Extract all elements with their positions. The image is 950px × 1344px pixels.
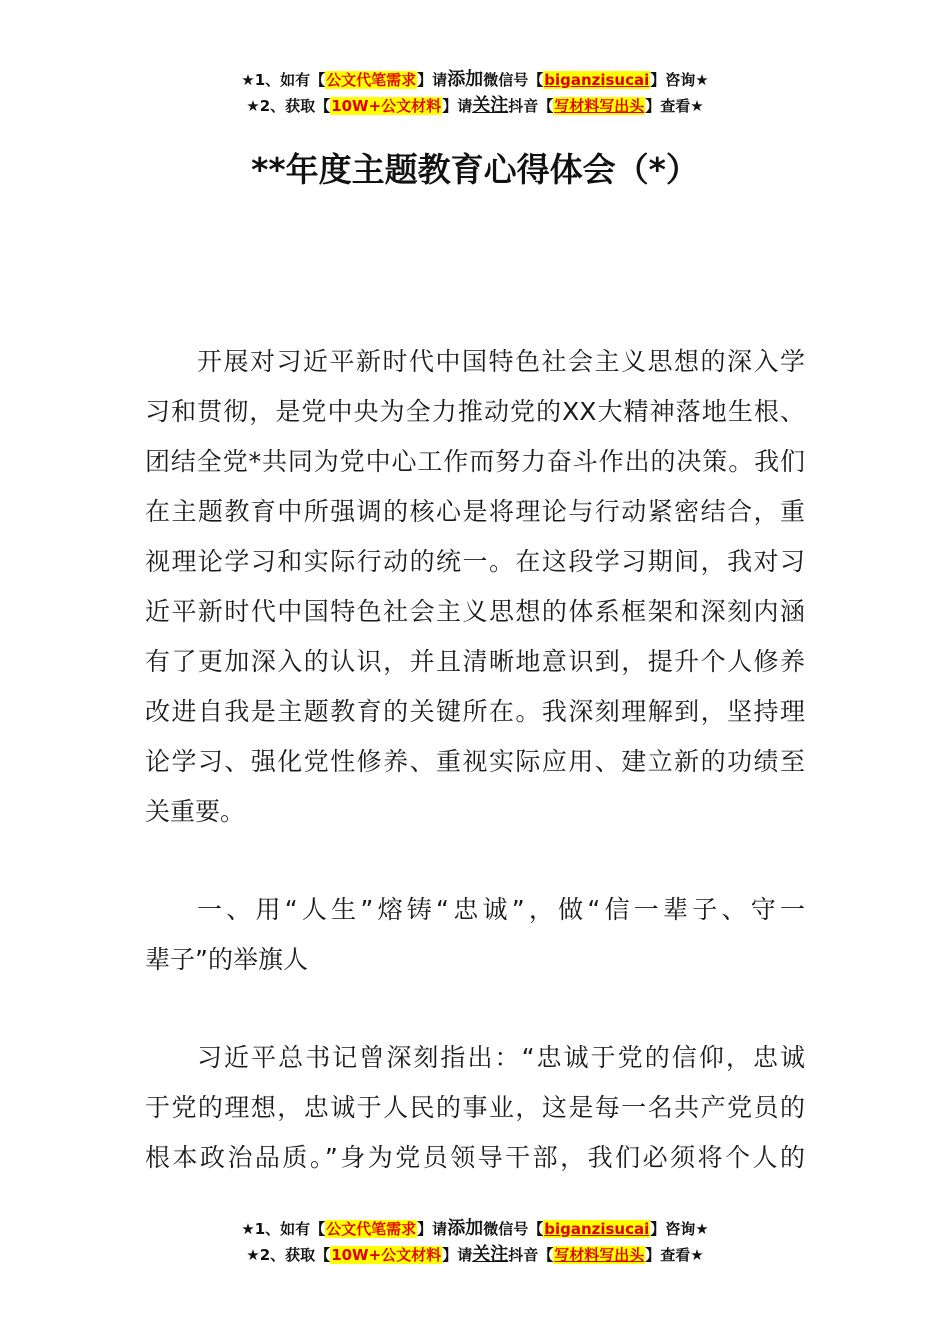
promo-text: 】请 (442, 1246, 473, 1264)
footer-promo-line-1 (0, 1216, 950, 1242)
promo-text: ★2、获取【 (246, 97, 331, 115)
promo-highlight: 公文代笔需求 (326, 71, 417, 89)
text-line: 习和贯彻，是党中央为全力推动党的XX大精神落地生根、 (145, 397, 805, 426)
text-line: 团结全党*共同为党中心工作而努力奋斗作出的决策。我们 (145, 447, 805, 476)
promo-text: ★2、获取【 (246, 1246, 331, 1264)
promo-text: 抖音【 (508, 1246, 554, 1264)
promo-text: ★1、如有【 (241, 71, 326, 89)
promo-emphasis: 关注 (472, 1244, 509, 1265)
promo-highlight: 公文代笔需求 (326, 1220, 417, 1238)
promo-wechat-id: biganzisucai (544, 71, 650, 89)
text-line: 视理论学习和实际行动的统一。在这段学习期间，我对习 (145, 547, 805, 576)
promo-text: ★1、如有【 (241, 1220, 326, 1238)
promo-text: 微信号【 (483, 71, 544, 89)
text-line: 于党的理想，忠诚于人民的事业，这是每一名共产党员的 (145, 1093, 805, 1122)
promo-emphasis: 添加 (447, 69, 484, 90)
text-line: 改进自我是主题教育的关键所在。我深刻理解到，坚持理 (145, 697, 805, 726)
text-line: 关重要。 (145, 797, 246, 826)
promo-highlight: 10W+公文材料 (331, 1246, 442, 1264)
promo-emphasis: 添加 (447, 1218, 484, 1239)
promo-text: 】查看★ (645, 97, 704, 115)
promo-text: 】请 (417, 1220, 448, 1238)
paragraph-intro (145, 337, 805, 837)
paragraph-quote (145, 1033, 805, 1183)
text-line: 论学习、强化党性修养、重视实际应用、建立新的功绩至 (145, 747, 805, 776)
header-promo-line-1 (0, 67, 950, 93)
promo-emphasis: 关注 (472, 95, 509, 116)
text-line: 近平新时代中国特色社会主义思想的体系框架和深刻内涵 (145, 597, 805, 626)
promo-text: 】请 (417, 71, 448, 89)
document-title: **年度主题教育心得体会（*） (251, 150, 699, 189)
section-heading-1 (145, 885, 805, 985)
footer-promo-line-2 (0, 1242, 950, 1268)
promo-text: 】咨询★ (650, 71, 709, 89)
promo-text: 】咨询★ (650, 1220, 709, 1238)
text-line: 习近平总书记曾深刻指出：“忠诚于党的信仰，忠诚 (197, 1043, 805, 1072)
text-line: 开展对习近平新时代中国特色社会主义思想的深入学 (197, 347, 805, 376)
promo-highlight: 10W+公文材料 (331, 97, 442, 115)
header-promo-line-2 (0, 93, 950, 119)
promo-text: 】查看★ (645, 1246, 704, 1264)
promo-douyin-account: 写材料写出头 (554, 97, 645, 115)
text-line: 有了更加深入的认识，并且清晰地意识到，提升个人修养 (145, 647, 805, 676)
promo-text: 】请 (442, 97, 473, 115)
promo-text: 抖音【 (508, 97, 554, 115)
text-line: 在主题教育中所强调的核心是将理论与行动紧密结合，重 (145, 497, 805, 526)
promo-text: 微信号【 (483, 1220, 544, 1238)
text-line: 根本政治品质。”身为党员领导干部，我们必须将个人的 (145, 1143, 805, 1172)
promo-wechat-id: biganzisucai (544, 1220, 650, 1238)
promo-douyin-account: 写材料写出头 (554, 1246, 645, 1264)
heading-line: 辈子”的举旗人 (145, 945, 308, 974)
heading-line: 一、用“人生”熔铸“忠诚”，做“信一辈子、守一 (197, 895, 805, 924)
